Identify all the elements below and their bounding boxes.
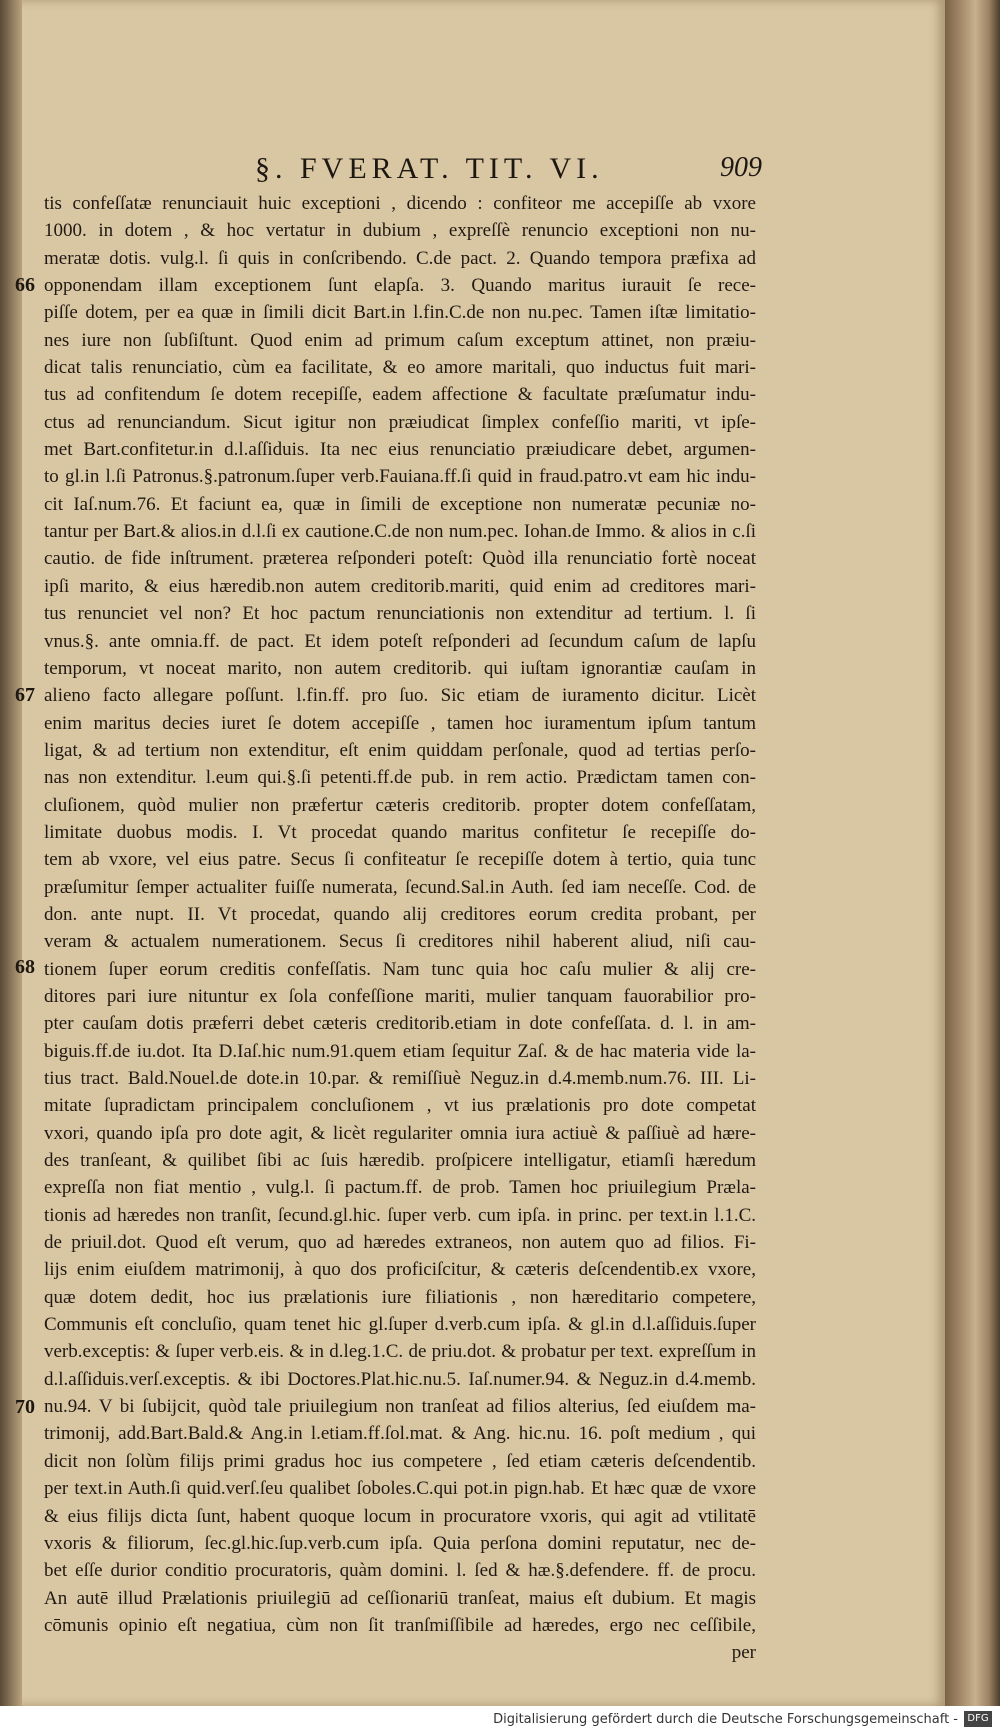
- text-line: expreſſa non fiat mentio , vulg.l. ſi pactum.ff. de prob. Tamen hoc priuilegium Præla-: [44, 1177, 756, 1199]
- text-line: piſſe dotem, per ea quæ in ſimili dicit Bart.in l.fin.C.de non nu.pec. Tamen iſtæ limitatio-: [44, 302, 756, 324]
- text-line: tus ad confitendum ſe dotem recepiſſe, eadem affectione & facultate præſumatur indu-: [44, 384, 756, 406]
- text-line: trimonij, add.Bart.Bald.& Ang.in l.etiam.ff.ſol.mat. & Ang. hic.nu. 16. poſt medium , qui: [44, 1423, 756, 1445]
- text-line: per: [731, 1642, 756, 1664]
- text-line: d.l.aſſiduis.verſ.exceptis. & ibi Doctores.Plat.hic.nu.5. Iaſ.numer.94. & Neguz.in d.4.memb.: [44, 1368, 756, 1390]
- text-line: Communis eſt concluſio, quam tenet hic gl.ſuper d.verb.cum ipſa. & gl.in d.l.aſſiduis.ſuper: [44, 1314, 756, 1336]
- text-line: meratæ dotis. vulg.l. ſi quis in conſcribendo. C.de pact. 2. Quando tempora præfixa ad: [44, 247, 756, 269]
- text-line: limitate duobus modis. I. Vt procedat quando maritus confitetur ſe recepiſſe do-: [44, 821, 756, 843]
- binding-gutter: [0, 0, 22, 1706]
- text-line: vxori, quando ipſa pro dote agit, & licèt regulariter omnia iura actiuè & paſſiuè ad hære-: [44, 1122, 756, 1144]
- text-line: de priuil.dot. Quod eſt verum, quo ad hæredes extraneos, non autem quo ad filios. Fi-: [44, 1232, 756, 1254]
- text-line: to gl.in l.ſi Patronus.§.patronum.ſuper verb.Fauiana.ff.ſi quid in fraud.patro.vt eam hic indu-: [44, 466, 756, 488]
- text-line: ditores pari iure nituntur ex ſola confeſſione mariti, mulier tanquam fauorabilior pro-: [44, 985, 756, 1007]
- text-line: verb.exceptis: & ſuper verb.eis. & in d.leg.1.C. de priu.dot. & probatur per text. expreſſum in: [44, 1341, 756, 1363]
- digitization-footer: [0, 1706, 1000, 1734]
- text-line: tus renunciet vel non? Et hoc pactum renunciationis non extenditur ad tertium. l. ſi: [44, 603, 756, 625]
- text-line: temporum, vt noceat marito, non autem creditorib. qui iuſtam ignorantiæ cauſam in: [44, 657, 756, 679]
- margin-number: 66: [15, 274, 35, 296]
- text-line: ligat, & ad tertium non extenditur, eſt enim quiddam perſonale, quod ad tertias perſo-: [44, 739, 756, 761]
- text-line: tius tract. Bald.Nouel.de dote.in 10.par. & remiſſiuè Neguz.in d.4.memb.num.76. III. Li-: [44, 1068, 756, 1089]
- text-line: vxoris & filiorum, ſec.gl.hic.ſup.verb.cum ipſa. Quia perſona domini reputatur, nec de-: [44, 1532, 756, 1554]
- text-line: tis confeſſatæ renunciauit huic exceptioni , dicendo : confiteor me accepiſſe ab vxore: [44, 193, 756, 214]
- text-line: 1000. in dotem , & hoc vertatur in dubium , expreſſè renuncio exceptioni non nu-: [44, 220, 756, 242]
- text-line: biguis.ff.de iu.dot. Ita D.Iaſ.hic num.91.quem etiam ſequitur Zaſ. & de hac materia vide la-: [44, 1040, 756, 1062]
- text-line: dicit non ſolùm filijs primi gradus hoc ius competere , ſed etiam cæteris deſcendentib.: [44, 1450, 756, 1472]
- margin-number: 68: [15, 956, 35, 978]
- margin-number: 70: [15, 1396, 35, 1418]
- text-line: ctus ad renunciandum. Sicut igitur non præiudicat ſimplex confeſſio mariti, vt ipſe-: [44, 411, 756, 433]
- text-line: cluſionem, quòd mulier non præfertur cæteris creditorib. propter dotem confeſſatam,: [44, 794, 756, 816]
- text-line: nas non extenditur. l.eum qui.§.ſi petenti.ff.de pub. in rem actio. Prædictam tamen con-: [44, 767, 756, 789]
- text-line: lijs enim eiuſdem matrimonij, à quo dos proficiſcitur, & cæteris deſcendentib.ex vxore,: [44, 1259, 756, 1281]
- dfg-logo: DFG: [964, 1711, 992, 1727]
- text-line: per text.in Auth.ſi quid.verſ.ſeu qualibet ſoboles.C.qui pot.in pign.hab. Et hæc quæ de vxore: [44, 1478, 756, 1500]
- text-line: alieno facto allegare poſſunt. l.fin.ff. pro ſuo. Sic etiam de iuramento dicitur. Licèt: [44, 685, 756, 707]
- text-line: bet eſſe durior conditio procuratoris, quàm domini. l. ſed & hæ.§.defendere. ff. de procu.: [44, 1560, 756, 1582]
- page-number: 909: [720, 152, 762, 183]
- text-line: mitate ſupradictam principalem concluſionem , vt ius prælationis pro dote competat: [44, 1095, 756, 1117]
- text-line: tionis ad hæredes non tranſit, ſecund.gl.hic. ſuper verb. cum ipſa. in princ. per text.in l.1.C.: [44, 1204, 756, 1226]
- text-line: præſumitur ſemper actualiter fuiſſe numerata, ſecund.Sal.in Auth. ſed iam neceſſe. Cod. de: [44, 876, 756, 898]
- text-line: don. ante nupt. II. Vt procedat, quando alij creditores eorum credita probant, per: [44, 903, 756, 925]
- text-line: tem ab vxore, vel eius patre. Secus ſi confiteatur ſe recepiſſe dotem à tertio, quia tunc: [44, 849, 756, 871]
- text-line: quæ dotem dedit, hoc ius prælationis iure filiationis , non hæreditario competere,: [44, 1286, 756, 1308]
- text-line: An autē illud Prælationis priuilegiū ad ceſſionariū tranſeat, maius eſt dubium. Et magis: [44, 1587, 756, 1609]
- text-line: tionem ſuper eorum creditis confeſſatis. Nam tunc quia hoc caſu mulier & alij cre-: [44, 958, 756, 980]
- footer-credit: Digitalisierung gefördert durch die Deutsche Forschungsgemeinschaft -: [493, 1712, 958, 1727]
- text-line: met Bart.confitetur.in d.l.aſſiduis. Ita nec eius renunciatio præiudicare debet, argumen-: [44, 439, 756, 461]
- text-line: & eius filijs dicta ſunt, habent quoque locum in procuratore vxoris, qui agit ad vtilitatē: [44, 1505, 756, 1527]
- text-line: pter cauſam dotis præferri debet cæteris creditorib.etiam in dote confeſſata. d. l. in am-: [44, 1013, 756, 1035]
- text-line: vnus.§. ante omnia.ff. de pact. Et idem poteſt reſponderi ad ſecundum caſum de lapſu: [44, 630, 756, 652]
- text-line: veram & actualem numerationem. Secus ſi creditores nihil haberent aliud, niſi cau-: [44, 931, 756, 953]
- running-title: §. FVERAT. TIT. VI.: [255, 152, 604, 185]
- text-line: cōmunis opinio eſt negatiua, cùm non ſit tranſmiſſibile ad hæredes, ergo nec ceſſibile,: [44, 1614, 756, 1636]
- text-line: tantur per Bart.& alios.in d.l.ſi ex cautione.C.de non num.pec. Iohan.de Immo. & alios in c.ſi: [44, 521, 756, 543]
- text-line: dicat talis renunciatio, cùm ea facilitate, & eo amore maritali, quo inductus fuit mari-: [44, 357, 756, 379]
- text-line: cautio. de fide inſtrument. præterea reſponderi poteſt: Quòd illa renunciatio fortè noceat: [44, 548, 756, 570]
- text-line: des tranſeant, & quilibet ſibi ac ſuis hæredib. proſpicere intelligatur, etiamſi hæredum: [44, 1150, 756, 1172]
- page-header: [0, 152, 945, 192]
- text-line: cit Iaſ.num.76. Et faciunt ea, quæ in ſimili de exceptione non numeratæ pecuniæ no-: [44, 493, 756, 515]
- page-edge: [945, 0, 1000, 1706]
- margin-number: 67: [15, 684, 35, 706]
- body-text: [44, 190, 756, 1667]
- text-line: enim maritus decies iuret ſe dotem accepiſſe , tamen hoc iuramentum ipſum tantum: [44, 712, 756, 734]
- text-line: nu.94. V bi ſubijcit, quòd tale priuilegium non tranſeat ad filios alterius, ſed eiuſdem ma-: [44, 1396, 756, 1418]
- text-line: nes iure non ſubſiſtunt. Quod enim ad primum caſum exceptum attinet, non præiu-: [44, 329, 756, 351]
- text-line: ipſi marito, & eius hæredib.non autem creditorib.mariti, quid enim ad creditores mari-: [44, 575, 756, 597]
- text-line: opponendam illam exceptionem ſunt elapſa. 3. Quando maritus iurauit ſe rece-: [44, 275, 756, 297]
